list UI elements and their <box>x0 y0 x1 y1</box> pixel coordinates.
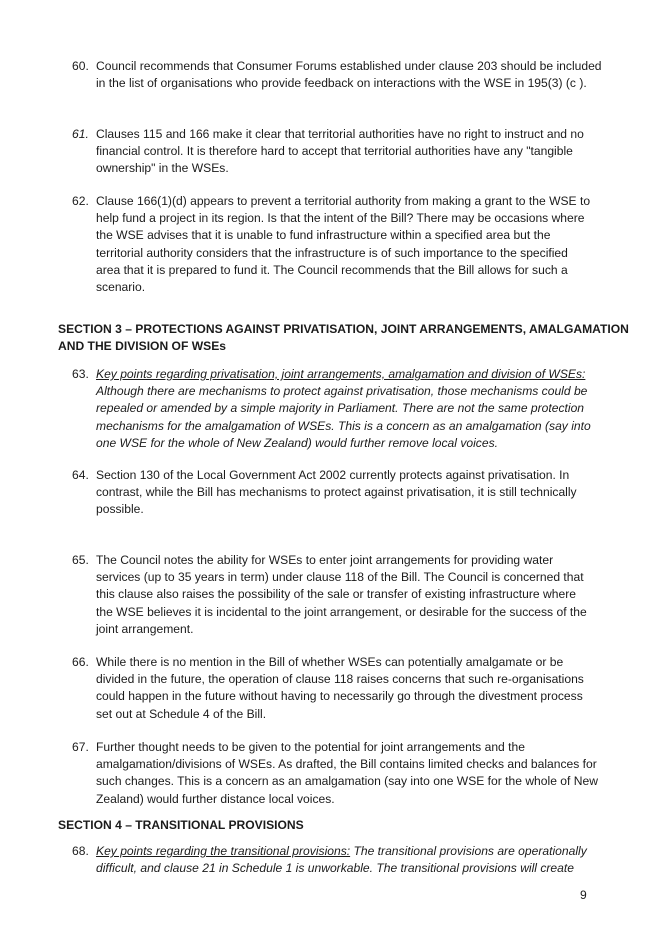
paragraph-number: 60. <box>72 59 89 73</box>
page-number: 9 <box>580 888 587 902</box>
paragraph-line: Section 130 of the Local Government Act 2002 currently protects against privatisation. In <box>96 468 570 482</box>
underlined-lead: Key points regarding the transitional provisions: <box>96 844 351 858</box>
paragraph-line: area that it is prepared to fund it. The Council recommends that the Bill allows for such a <box>96 262 568 277</box>
paragraph-line: financial control. It is therefore hard to accept that territorial authorities have any "tangible <box>96 144 573 159</box>
paragraph-line: scenario. <box>96 280 146 295</box>
heading-line: AND THE DIVISION OF WSEs <box>58 339 226 354</box>
section-4-heading <box>58 817 304 834</box>
paragraph-line: could happen in the future without having to necessarily go through the divestment process <box>96 689 583 704</box>
paragraph-line: this clause also raises the possibility of the sale or transfer of existing infrastructure where <box>96 587 576 602</box>
paragraph-line: ownership" in the WSEs. <box>96 161 229 176</box>
paragraph-line: While there is no mention in the Bill of whether WSEs can potentially amalgamate or be <box>96 655 564 669</box>
paragraph-line: such changes. This is a concern as an amalgamation (say into one WSE for the whole of New <box>96 774 598 789</box>
line-rest: The transitional provisions are operationally <box>350 844 587 858</box>
paragraph-line: Zealand) would further distance local voices. <box>96 791 335 806</box>
paragraph-line: territorial authority considers that the infrastructure is of such importance to the specified <box>96 245 568 260</box>
paragraph-line: Clauses 115 and 166 make it clear that territorial authorities have no right to instruct and no <box>96 127 584 141</box>
paragraph-number: 66. <box>72 655 89 669</box>
paragraph-line: joint arrangement. <box>96 621 194 636</box>
paragraph-line <box>96 843 588 860</box>
paragraph-line: in the list of organisations who provide feedback on interactions with the WSE in 195(3) (c ). <box>96 76 587 91</box>
paragraph-number: 67. <box>72 740 89 754</box>
paragraph-line: divided in the future, the operation of clause 118 raises concerns that such re-organisations <box>96 672 584 687</box>
paragraph-line: difficult, and clause 21 in Schedule 1 is unworkable. The transitional provisions will create <box>96 861 574 876</box>
paragraph-line: Although there are mechanisms to protect against privatisation, those mechanisms could be <box>96 384 588 399</box>
paragraph-line: repealed or amended by a simple majority in Parliament. There are not the same protection <box>96 401 585 416</box>
paragraph-line: Key points regarding privatisation, joint arrangements, amalgamation and division of WSEs: <box>96 367 586 381</box>
paragraph-line: The Council notes the ability for WSEs to enter joint arrangements for providing water <box>96 553 554 567</box>
paragraph-number: 61. <box>72 127 89 141</box>
paragraph-number: 63. <box>72 367 89 381</box>
paragraph-line: the WSE believes it is incidental to the joint arrangement, or desirable for the success of the <box>96 604 587 619</box>
paragraph-number: 65. <box>72 553 89 567</box>
paragraph-line: Clause 166(1)(d) appears to prevent a territorial authority from making a grant to the WSE to <box>96 194 591 208</box>
paragraph-line: possible. <box>96 502 144 517</box>
paragraph-number: 62. <box>72 194 89 208</box>
paragraph-line: one WSE for the whole of New Zealand) would further remove local voices. <box>96 435 498 450</box>
paragraph-line: services (up to 35 years in term) under clause 118 of the Bill. The Council is concerned that <box>96 570 584 585</box>
paragraph-line: the WSE advises that it is unable to fund infrastructure within a specified area but the <box>96 228 551 243</box>
paragraph-line: Further thought needs to be given to the potential for joint arrangements and the <box>96 740 525 754</box>
section-3-heading <box>58 321 629 355</box>
paragraph-line: amalgamation/divisions of WSEs. As drafted, the Bill contains limited checks and balances for <box>96 757 597 772</box>
paragraph-line: help fund a project in its region. Is that the intent of the Bill? There may be occasions where <box>96 211 585 226</box>
paragraph-line: mechanisms for the amalgamation of WSEs. This is a concern as an amalgamation (say into <box>96 418 591 433</box>
paragraph-number: 68. <box>72 844 89 858</box>
paragraph-line: Council recommends that Consumer Forums established under clause 203 should be included <box>96 59 602 73</box>
paragraph-line: contrast, while the Bill has mechanisms to protect against privatisation, it is still technically <box>96 485 577 500</box>
heading-line: SECTION 3 – PROTECTIONS AGAINST PRIVATISATION, JOINT ARRANGEMENTS, AMALGAMATION <box>58 322 629 336</box>
paragraph-number: 64. <box>72 468 89 482</box>
heading-line: SECTION 4 – TRANSITIONAL PROVISIONS <box>58 818 304 832</box>
paragraph-line: set out at Schedule 4 of the Bill. <box>96 706 267 721</box>
